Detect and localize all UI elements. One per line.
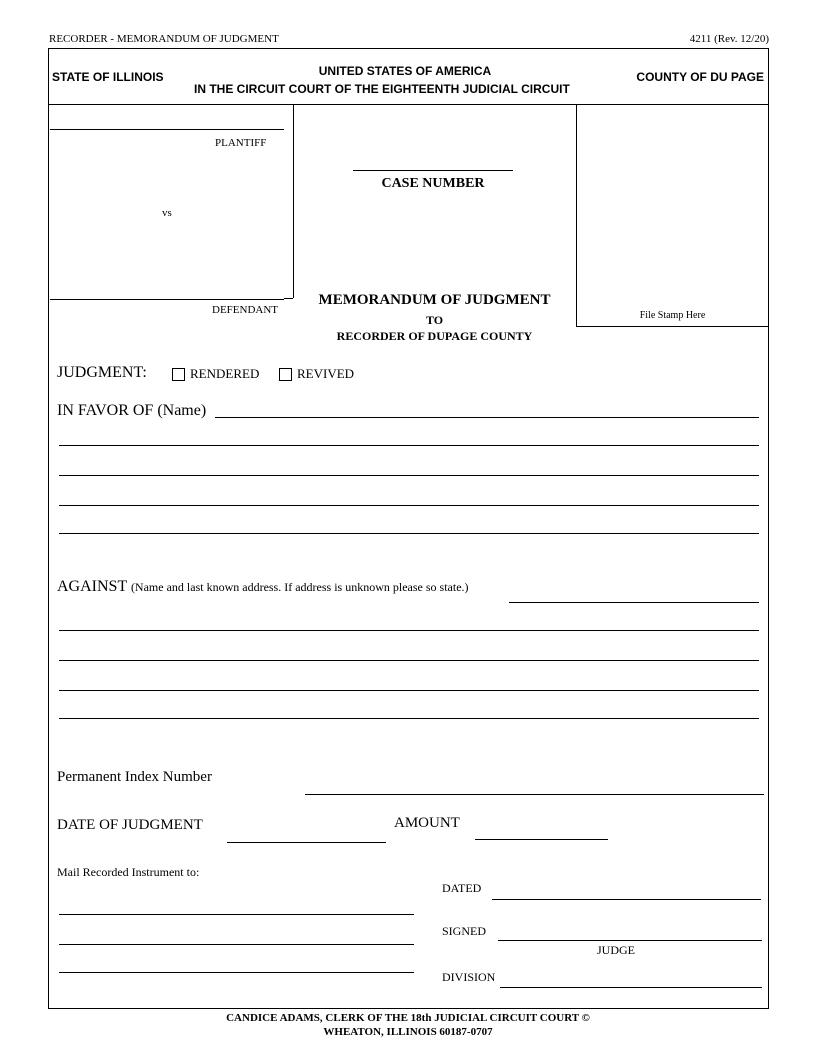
county-label: COUNTY OF DU PAGE <box>636 70 764 84</box>
against-line-5[interactable] <box>59 700 759 719</box>
in-favor-line-4[interactable] <box>59 487 759 506</box>
in-favor-name-input[interactable] <box>215 399 759 418</box>
title-recorder: RECORDER OF DUPAGE COUNTY <box>336 329 533 343</box>
caption-top-line <box>233 104 293 105</box>
revived-label: REVIVED <box>297 366 355 381</box>
title-to: TO <box>425 313 444 327</box>
form-number: 4211 (Rev. 12/20) <box>689 33 769 45</box>
against-line-3[interactable] <box>59 642 759 661</box>
caption-right-border <box>293 104 294 298</box>
amount-label: AMOUNT <box>394 815 460 831</box>
pin-label: Permanent Index Number <box>57 769 212 785</box>
vs-label: vs <box>162 207 172 219</box>
caption-bottom-line <box>284 298 293 299</box>
judge-label: JUDGE <box>597 943 635 957</box>
signed-label: SIGNED <box>442 924 486 938</box>
pin-input[interactable] <box>305 776 764 795</box>
plaintiff-label: PLANTIFF <box>215 137 267 149</box>
case-number-label: CASE NUMBER <box>381 176 485 191</box>
date-of-judgment-input[interactable] <box>227 824 386 843</box>
judgment-label: JUDGMENT: <box>57 364 147 381</box>
plaintiff-input[interactable] <box>50 111 284 130</box>
against-name-input[interactable] <box>509 584 759 603</box>
footer-address: WHEATON, ILLINOIS 60187-0707 <box>323 1026 493 1038</box>
rendered-label: RENDERED <box>190 366 260 381</box>
against-label <box>57 578 469 596</box>
against-line-2[interactable] <box>59 612 759 631</box>
mail-line-1[interactable] <box>59 896 414 915</box>
mail-label: Mail Recorded Instrument to: <box>57 865 200 879</box>
file-stamp-box <box>576 104 769 327</box>
in-favor-label: IN FAVOR OF (Name) <box>57 402 207 419</box>
division-input[interactable] <box>500 969 762 988</box>
state-label: STATE OF ILLINOIS <box>52 70 164 84</box>
rendered-checkbox[interactable] <box>172 368 185 381</box>
file-stamp-label: File Stamp Here <box>639 310 706 321</box>
mail-line-3[interactable] <box>59 954 414 973</box>
form-title: RECORDER - MEMORANDUM OF JUDGMENT <box>49 33 279 45</box>
against-note: (Name and last known address. If address is unknown please so state.) <box>130 580 469 594</box>
circuit-label: IN THE CIRCUIT COURT OF THE EIGHTEENTH JUDICIAL CIRCUIT <box>194 82 570 96</box>
in-favor-line-3[interactable] <box>59 457 759 476</box>
division-label: DIVISION <box>442 970 496 984</box>
document-title: MEMORANDUM OF JUDGMENT <box>318 292 551 308</box>
defendant-label: DEFENDANT <box>212 304 278 316</box>
dated-label: DATED <box>442 881 482 895</box>
revived-checkbox[interactable] <box>279 368 292 381</box>
case-number-input[interactable] <box>353 152 513 171</box>
in-favor-line-5[interactable] <box>59 515 759 534</box>
in-favor-line-2[interactable] <box>59 427 759 446</box>
against-line-4[interactable] <box>59 672 759 691</box>
amount-input[interactable] <box>475 821 608 840</box>
defendant-input[interactable] <box>50 281 284 300</box>
date-of-judgment-label: DATE OF JUDGMENT <box>57 817 203 833</box>
footer-clerk: CANDICE ADAMS, CLERK OF THE 18th JUDICIAL CIRCUIT COURT © <box>226 1012 590 1024</box>
against-label-text: AGAINST <box>57 578 127 595</box>
signature-input[interactable] <box>498 922 762 941</box>
country-label: UNITED STATES OF AMERICA <box>318 64 492 78</box>
dated-input[interactable] <box>492 881 761 900</box>
mail-line-2[interactable] <box>59 926 414 945</box>
